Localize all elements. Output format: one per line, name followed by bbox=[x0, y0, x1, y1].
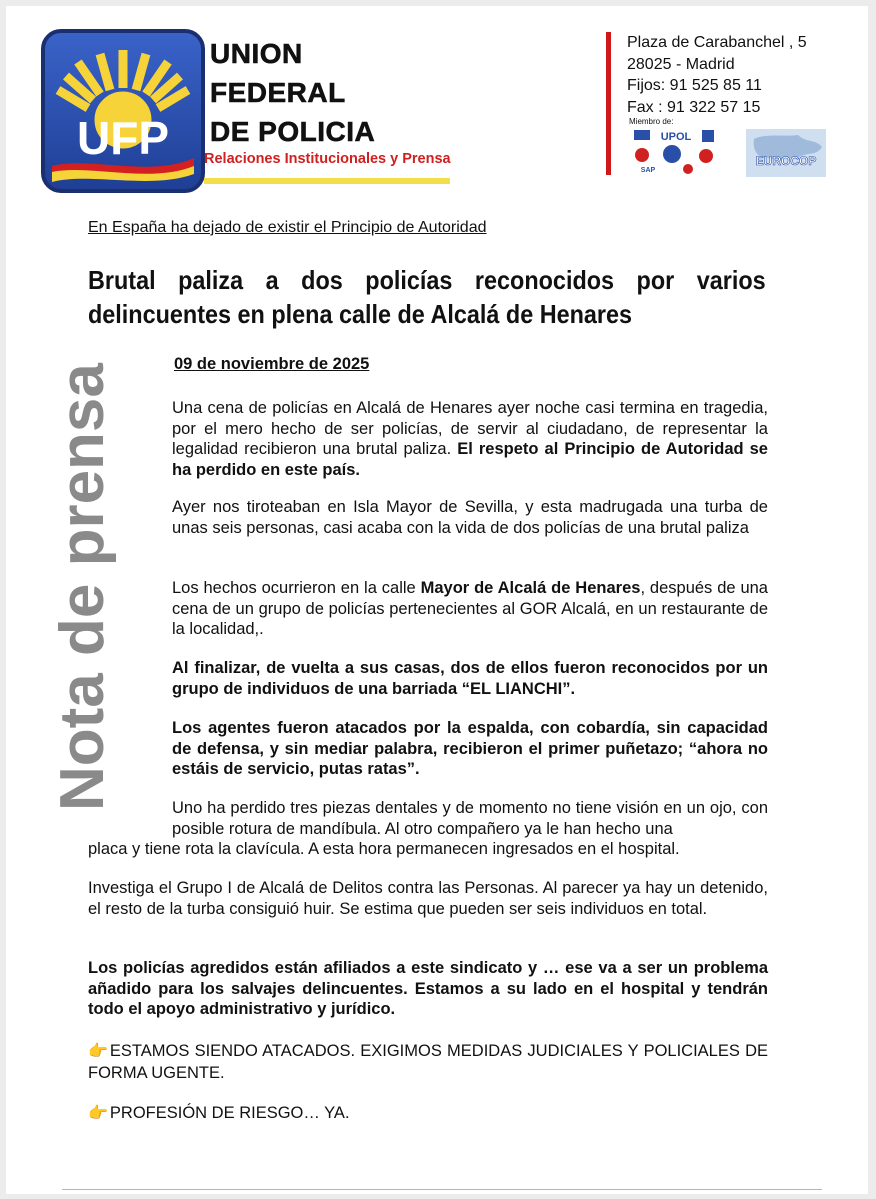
fax: Fax : 91 322 57 15 bbox=[627, 98, 761, 116]
paragraph-3-text-b: , después de una cena de un grupo de policías pertenecientes al GOR Alcalá, en un restaurante de la localidad,. bbox=[172, 579, 768, 638]
publication-date: 09 de noviembre de 2025 bbox=[174, 355, 370, 373]
org-name-line-2: FEDERAL bbox=[210, 77, 346, 108]
paragraph-6-rest: placa y tiene rota la clavícula. A esta hora permanecen ingresados en el hospital. bbox=[88, 840, 680, 858]
org-name-line-3: DE POLICIA bbox=[210, 116, 376, 147]
paragraph-9 bbox=[88, 1041, 768, 1083]
header-divider bbox=[606, 32, 611, 175]
eurocop-logo-icon bbox=[746, 129, 826, 177]
eurocop-text: EUROCOP bbox=[755, 154, 817, 168]
sap-text: SAP bbox=[640, 167, 656, 174]
address-line-2: 28025 - Madrid bbox=[627, 55, 735, 73]
pointing-hand-icon: 👉 bbox=[88, 1105, 108, 1122]
phone: Fijos: 91 525 85 11 bbox=[627, 77, 762, 94]
paragraph-10 bbox=[88, 1103, 768, 1125]
paragraph-3-text-a: Los hechos ocurrieron en la calle bbox=[172, 579, 421, 597]
address-line-1: Plaza de Carabanchel , 5 bbox=[627, 34, 807, 51]
paragraph-8: Los policías agredidos están afiliados a este sindicato y … ese va a ser un problema añadido para los salvajes delincuentes. Estamos a su lado en el hospital y tendrán todo el apoyo administrativo y jurídico. bbox=[88, 959, 768, 1018]
paragraph-9-text: ESTAMOS SIENDO ATACADOS. EXIGIMOS MEDIDAS JUDICIALES Y POLICIALES DE FORMA UGENTE. bbox=[88, 1042, 768, 1082]
logo-text: UFP bbox=[77, 112, 169, 164]
kicker: En España ha dejado de existir el Principio de Autoridad bbox=[88, 219, 487, 236]
paragraph-5: Los agentes fueron atacados por la espalda, con cobardía, sin capacidad de defensa, y sin mediar palabra, recibieron el primer puñetazo; “ahora no estáis de servicio, putas ratas”. bbox=[172, 719, 768, 778]
org-name-line-1: UNION bbox=[210, 38, 303, 69]
org-name bbox=[210, 34, 375, 151]
paragraph-1-text: Una cena de policías en Alcalá de Henares ayer noche casi termina en tragedia, por el mero hecho de ser policías, de servir al ciudadano, de representar la legalidad recibieron una brutal paliza. bbox=[172, 399, 768, 458]
member-label: Miembro de: bbox=[629, 117, 674, 126]
member-logos-icon bbox=[632, 128, 718, 176]
press-release-page bbox=[6, 6, 868, 1194]
ufp-logo-icon bbox=[40, 28, 206, 194]
side-label: Nota de prensa bbox=[48, 363, 117, 811]
paragraph-7: Investiga el Grupo I de Alcalá de Delitos contra las Personas. Al parecer ya hay un detenido, el resto de la turba consiguió huir. Se estima que pueden ser seis individuos en total. bbox=[88, 879, 768, 918]
paragraph-2: Ayer nos tiroteaban en Isla Mayor de Sevilla, y esta madrugada una turba de unas seis personas, casi acaba con la vida de dos policías de una brutal paliza bbox=[172, 498, 768, 537]
paragraph-10-text: PROFESIÓN DE RIESGO… YA. bbox=[109, 1104, 350, 1122]
bottom-rule bbox=[62, 1189, 822, 1190]
paragraph-1-bold: El respeto al Principio de Autoridad se ha perdido en este país. bbox=[172, 440, 768, 479]
paragraph-1 bbox=[172, 398, 768, 480]
org-subtitle: Relaciones Institucionales y Prensa bbox=[204, 151, 451, 167]
paragraph-3-bold: Mayor de Alcalá de Henares bbox=[420, 579, 641, 597]
paragraph-6-first: Uno ha perdido tres piezas dentales y de momento no tiene visión en un ojo, con posible rotura de mandíbula. Al otro compañero ya le han hecho una bbox=[172, 799, 768, 838]
page-title: Brutal paliza a dos policías reconocidos por varios delincuentes en plena calle de Alcalá de Henares bbox=[88, 265, 766, 329]
upol-text: UPOL bbox=[660, 131, 692, 143]
pointing-hand-icon: 👉 bbox=[88, 1043, 108, 1060]
org-underline bbox=[204, 178, 450, 184]
paragraph-3 bbox=[172, 578, 768, 640]
contact-block bbox=[627, 32, 807, 118]
paragraph-4: Al finalizar, de vuelta a sus casas, dos de ellos fueron reconocidos por un grupo de individuos de una barriada “EL LIANCHI”. bbox=[172, 659, 768, 698]
